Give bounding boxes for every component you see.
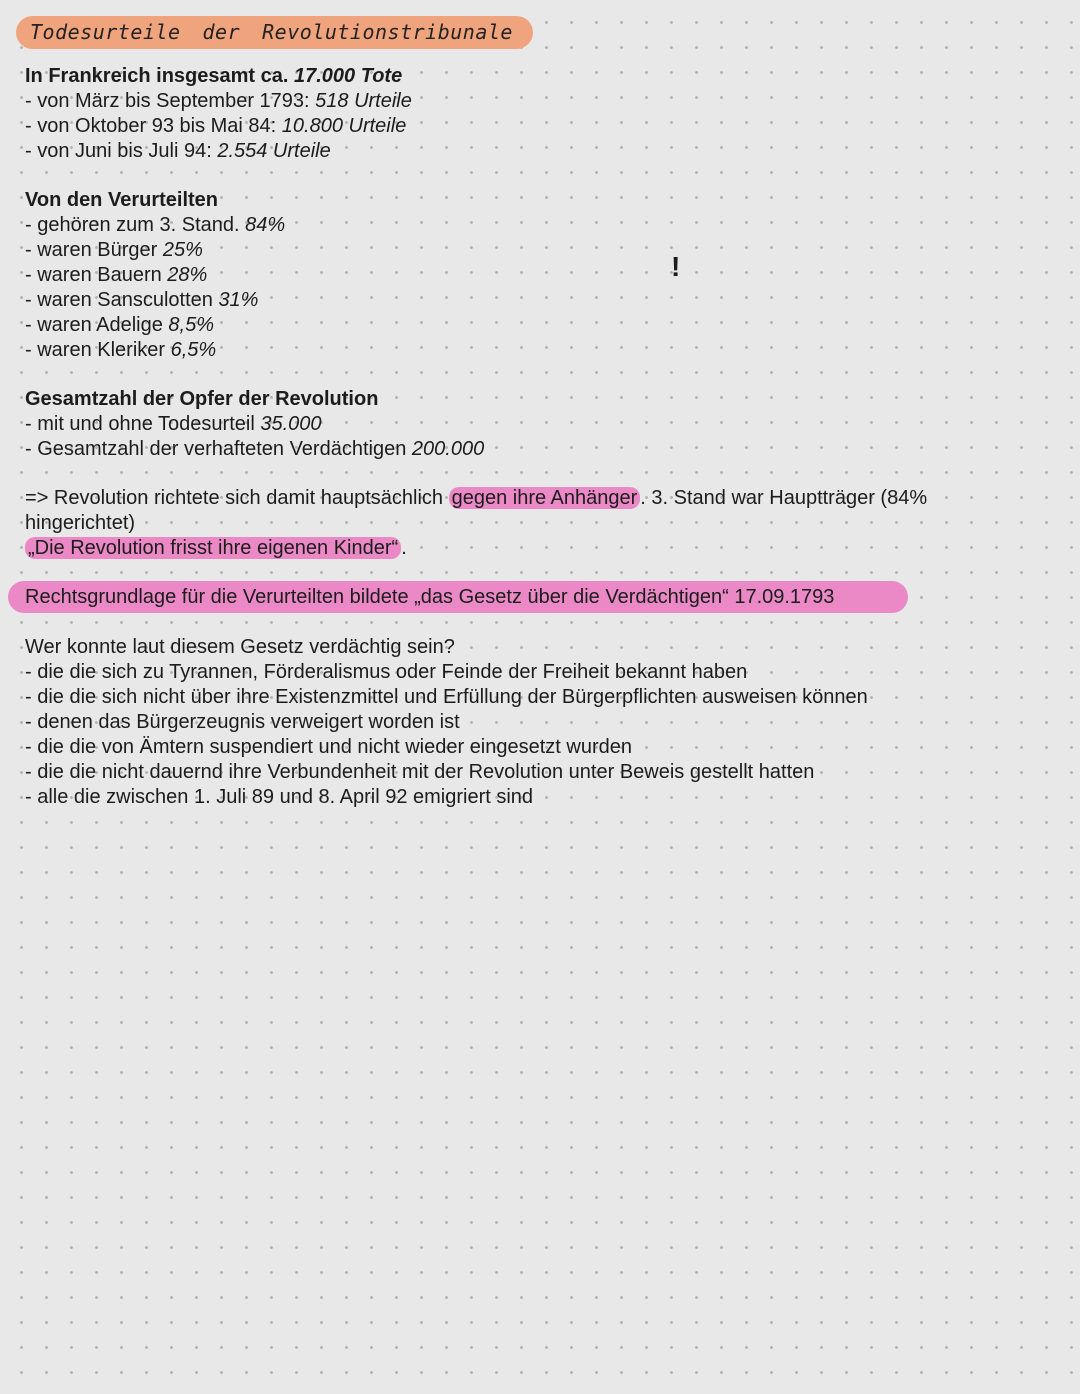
list-item-value: 200.000 (411, 438, 485, 460)
list-item (25, 437, 484, 462)
list-item-text: - waren Bauern (25, 264, 168, 286)
list-item: - die die sich nicht über ihre Existenzmittel und Erfüllung der Bürgerpflichten ausweisen können (25, 686, 868, 708)
title-word: der (202, 20, 241, 44)
list-item-text: - waren Bürger (25, 239, 163, 261)
list-item-text: - Gesamtzahl der verhafteten Verdächtigen (25, 438, 412, 460)
list-item-text: - gehören zum 3. Stand. (25, 214, 246, 236)
list-item (25, 263, 285, 288)
list-item (25, 412, 484, 437)
list-item-value: 8,5% (168, 314, 215, 336)
quote-tail: . (401, 537, 407, 559)
conclusion-text: => Revolution richtete sich damit hauptsächlich (25, 487, 449, 509)
list-item: - die die nicht dauernd ihre Verbundenheit mit der Revolution unter Beweis gestellt hatten (25, 761, 815, 783)
list-item (25, 89, 412, 114)
highlighted-phrase: gegen ihre Anhänger (449, 487, 641, 509)
list-item-text: - von Juni bis Juli 94: (25, 140, 218, 162)
list-item-text: - waren Adelige (25, 314, 169, 336)
list-item (25, 313, 285, 338)
list-item-value: 31% (218, 289, 259, 311)
section-opfer (25, 387, 484, 462)
quote-line (25, 536, 927, 561)
list-item-text: - waren Kleriker (25, 339, 171, 361)
heading-value: 17.000 Tote (294, 65, 403, 87)
exclamation-mark: ! (671, 251, 681, 282)
page-title (16, 16, 533, 49)
title-word: Todesurteile (30, 20, 181, 44)
list-item-value: 6,5% (170, 339, 217, 361)
list-item-value: 35.000 (260, 413, 322, 435)
list-item-text: - waren Sansculotten (25, 289, 219, 311)
list-item (25, 338, 285, 363)
list-item (25, 114, 412, 139)
list-item (25, 288, 285, 313)
list-item-text: - mit und ohne Todesurteil (25, 413, 261, 435)
highlighted-quote: „Die Revolution frisst ihre eigenen Kinder“ (25, 537, 401, 559)
section-verurteilte (25, 188, 285, 363)
heading-text: In Frankreich insgesamt ca. (25, 65, 294, 87)
section-gesetz (25, 635, 868, 810)
conclusion-line: hingerichtet) (25, 512, 136, 534)
list-item: - denen das Bürgerzeugnis verweigert worden ist (25, 711, 460, 733)
list-item-value: 28% (167, 264, 208, 286)
list-item (25, 213, 285, 238)
list-item: - die die sich zu Tyrannen, Förderalismus oder Feinde der Freiheit bekannt haben (25, 661, 748, 683)
question-line: Wer konnte laut diesem Gesetz verdächtig sein? (25, 636, 455, 658)
list-item: - alle die zwischen 1. Juli 89 und 8. April 92 emigriert sind (25, 786, 534, 808)
rechtsgrundlage-text: Rechtsgrundlage für die Verurteilten bildete „das Gesetz über die Verdächtigen“ 17.09.1793 (25, 586, 835, 608)
section-fazit (25, 486, 927, 561)
list-item-value: 25% (162, 239, 203, 261)
section-heading (25, 64, 412, 89)
list-item-text: - von Oktober 93 bis Mai 84: (25, 115, 282, 137)
list-item-value: 84% (245, 214, 286, 236)
list-item (25, 139, 412, 164)
list-item (25, 238, 285, 263)
section-heading: Von den Verurteilten (25, 189, 218, 211)
conclusion-text: . 3. Stand war Hauptträger (84% (640, 487, 928, 509)
list-item-value: 10.800 Urteile (281, 115, 407, 137)
conclusion-line (25, 486, 927, 511)
list-item-text: - von März bis September 1793: (25, 90, 316, 112)
section-heading: Gesamtzahl der Opfer der Revolution (25, 388, 379, 410)
list-item-value: 518 Urteile (315, 90, 412, 112)
list-item-value: 2.554 Urteile (217, 140, 331, 162)
title-word: Revolutionstribunale (262, 20, 513, 44)
section-frankreich (25, 64, 412, 164)
list-item: - die die von Ämtern suspendiert und nicht wieder eingesetzt wurden (25, 736, 633, 758)
